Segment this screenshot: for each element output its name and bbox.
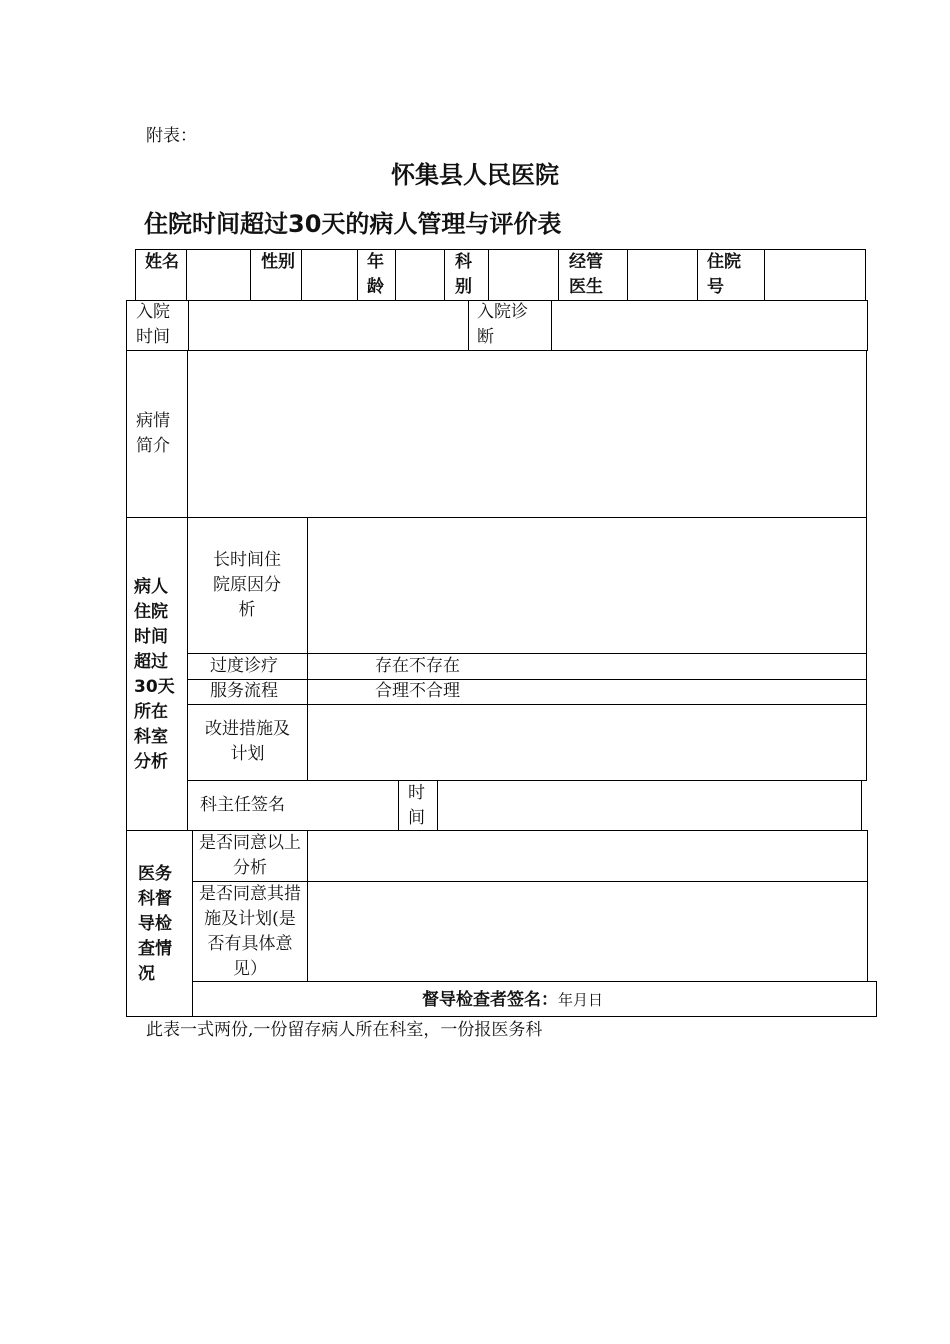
doctor-label: 经管医生 [569, 252, 603, 297]
admission-no-label: 住院号 [707, 252, 741, 297]
long-stay-reason-label: 长时间住院原因分析 [213, 550, 281, 620]
supervision-section-label: 医务科督导检查情况 [138, 864, 172, 984]
service-process-options[interactable]: 合理不合理 [375, 681, 460, 701]
department-value[interactable] [489, 250, 557, 300]
name-label: 姓名 [145, 252, 179, 272]
long-stay-reason-value[interactable] [308, 518, 865, 652]
service-process-label: 服务流程 [210, 681, 278, 701]
gender-label: 性别 [261, 252, 295, 272]
agree-measures-value[interactable] [308, 882, 866, 980]
footer-note: 此表一式两份,一份留存病人所在科室，一份报医务科 [146, 1020, 543, 1040]
admission-time-label: 入院时间 [136, 302, 170, 347]
condition-label: 病情简介 [136, 411, 170, 456]
over-treatment-options[interactable]: 存在不存在 [375, 656, 460, 676]
admission-time-value[interactable] [189, 301, 467, 350]
director-signature-label: 科主任签名 [200, 795, 285, 815]
analysis-section-label: 病人住院时间超过30天所在科室分析 [134, 577, 175, 772]
date-label[interactable]: 年月日 [558, 991, 604, 1009]
age-value[interactable] [396, 250, 443, 300]
inspector-signature-row [422, 987, 603, 1013]
condition-value[interactable] [188, 351, 866, 517]
over-treatment-label: 过度诊疗 [210, 656, 278, 676]
director-signature-value[interactable] [308, 781, 397, 830]
doctor-value[interactable] [628, 250, 696, 300]
agree-analysis-value[interactable] [308, 831, 866, 880]
agree-analysis-label: 是否同意以上分析 [199, 833, 301, 878]
appendix-label: 附表： [146, 126, 197, 146]
hospital-name: 怀集县人民医院 [391, 161, 559, 189]
department-label: 科别 [455, 252, 472, 297]
improvement-value[interactable] [308, 705, 865, 779]
gender-value[interactable] [302, 250, 356, 300]
name-value[interactable] [187, 250, 249, 300]
inspector-signature-label: 督导检查者签名： [422, 990, 558, 1010]
time-value[interactable] [438, 781, 860, 830]
form-title: 住院时间超过30天的病人管理与评价表 [144, 210, 562, 238]
admission-no-value[interactable] [765, 250, 865, 300]
age-label: 年龄 [367, 252, 384, 297]
time-label: 时间 [408, 783, 425, 828]
agree-measures-label: 是否同意其措施及计划(是否有具体意见） [199, 884, 301, 979]
improvement-label: 改进措施及计划 [205, 719, 290, 764]
admission-diagnosis-value[interactable] [552, 301, 867, 350]
admission-diagnosis-label: 入院诊断 [477, 302, 528, 347]
